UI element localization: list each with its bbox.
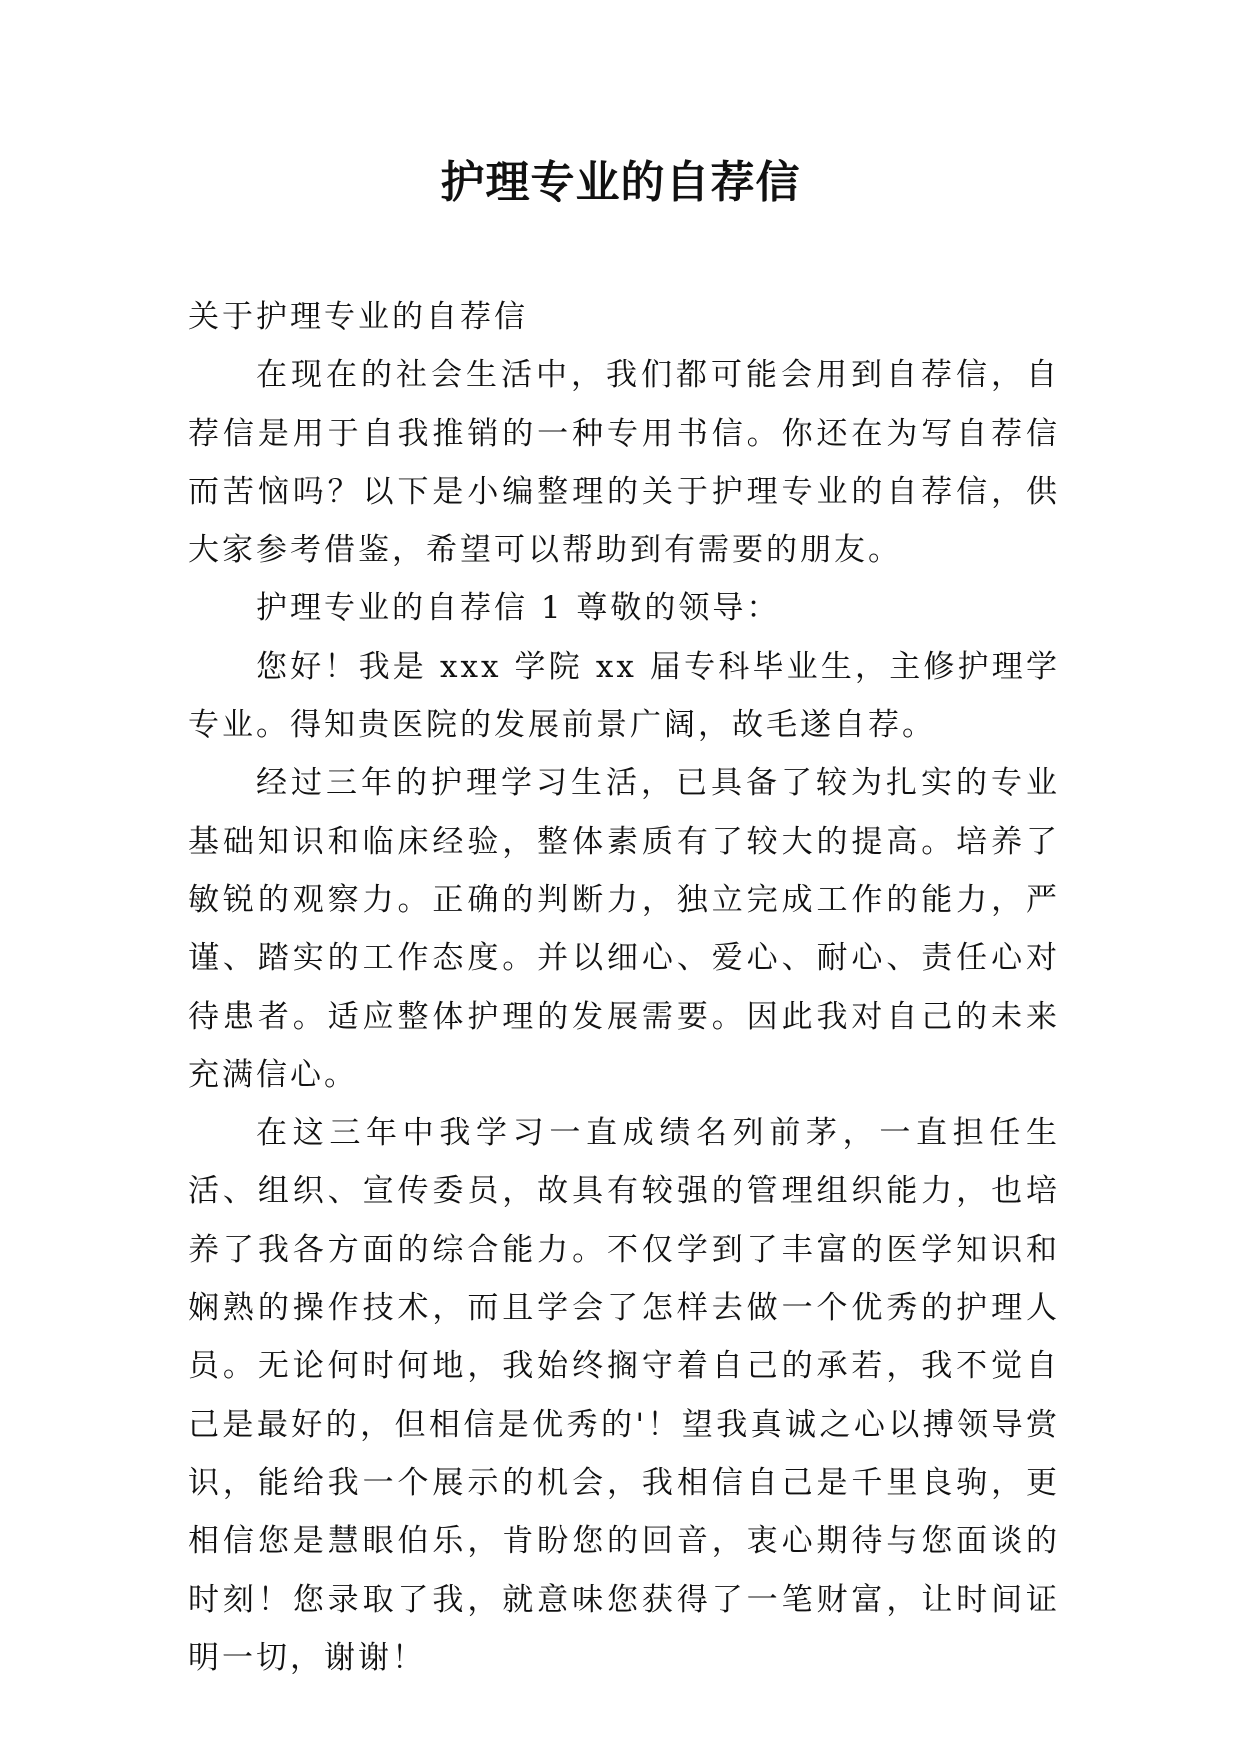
achievement-paragraph: 在这三年中我学习一直成绩名列前茅，一直担任生活、组织、宣传委员，故具有较强的管理组织能力，也培养了我各方面的综合能力。不仅学到了丰富的医学知识和娴熟的操作技术，而且学会了怎样去做一个优秀的护理人员。无论何时何地，我始终搁守着自己的承若，我不觉自己是最好的，但相信是优秀的'！望我真诚之心以搏领导赏识，能给我一个展示的机会，我相信自己是千里良驹，更相信您是慧眼伯乐，肯盼您的回音，衷心期待与您面谈的时刻！您录取了我，就意味您获得了一笔财富，让时间证明一切，谢谢！ bbox=[188, 1115, 1060, 1676]
letter-heading-salutation: 护理专业的自荐信 1 尊敬的领导： bbox=[256, 590, 781, 627]
experience-paragraph: 经过三年的护理学习生活，已具备了较为扎实的专业基础知识和临床经验，整体素质有了较大的提高。培养了敏锐的观察力。正确的判断力，独立完成工作的能力，严谨、踏实的工作态度。并以细心、爱心、耐心、责任心对待患者。适应整体护理的发展需要。因此我对自己的未来充满信心。 bbox=[188, 765, 1060, 1093]
greeting-paragraph: 您好！我是 xxx 学院 xx 届专科毕业生，主修护理学专业。得知贵医院的发展前景广阔，故毛遂自荐。 bbox=[188, 648, 1060, 744]
document-title: 护理专业的自荐信 bbox=[440, 157, 801, 208]
document-subtitle: 关于护理专业的自荐信 bbox=[188, 299, 528, 335]
document-body bbox=[188, 288, 1060, 1687]
intro-paragraph: 在现在的社会生活中，我们都可能会用到自荐信，自荐信是用于自我推销的一种专用书信。你还在为写自荐信而苦恼吗？以下是小编整理的关于护理专业的自荐信，供大家参考借鉴，希望可以帮助到有需要的朋友。 bbox=[188, 357, 1060, 569]
